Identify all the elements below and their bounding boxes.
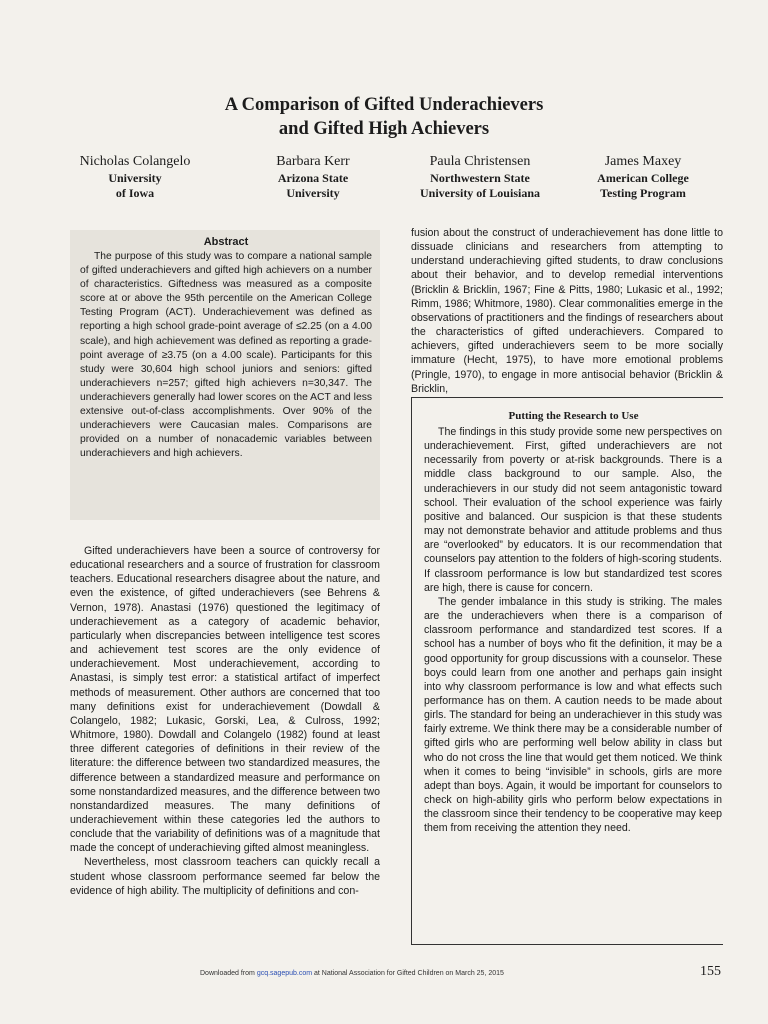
title-line-1: A Comparison of Gifted Underachievers	[224, 95, 544, 115]
author-name: Nicholas Colangelo	[79, 154, 191, 169]
author-affiliation: Arizona State	[277, 171, 349, 185]
paper-title	[0, 93, 768, 141]
author-affiliation: Northwestern State	[430, 171, 530, 185]
author-name: James Maxey	[604, 154, 682, 169]
footer-link[interactable]: gcq.sagepub.com	[256, 970, 313, 977]
title-line-2: and Gifted High Achievers	[278, 119, 490, 139]
download-footer	[200, 970, 504, 977]
body-paragraph: fusion about the construct of underachievement has done little to dissuade clinicians and researchers from attempting to understand underachieving gifted students, to draw conclusions about their behavior, and to develop remedial interventions (Bricklin & Bricklin, 1967; Fine & Pitts, 1980; Lukasic et al., 1992; Rimm, 1986; Whitmore, 1980). Clear commonalities emerge in the observations of practitioners and the findings of researchers about the characteristics of gifted underachievers. Compared to achievers, gifted underachievers seem to be more socially immature (Hecht, 1975), to have more emotional problems (Pringle, 1970), to engage in more antisocial behavior (Bricklin & Bricklin,	[411, 227, 723, 395]
author-1	[70, 154, 200, 201]
box-paragraph: The findings in this study provide some new perspectives on underachievement. First, gifted underachievers are not necessarily from poverty or at-risk backgrounds. There is a middle class background to our sample. Also, the underachievers in our study did not seem antagonistic toward school. Their evaluation of the school experience was fairly positive and balanced. Our suspicion is that these students may not demonstrate behavior and attitude problems and thus are “overlooked” by educators. It is our recommendation that counselors pay attention to the folders of high-scoring students. If classroom performance is low but standardized test scores are high, there is cause for concern.	[424, 426, 722, 594]
page-number: 155	[700, 964, 721, 979]
body-paragraph: Nevertheless, most classroom teachers can quickly recall a student whose classroom performance seemed far below the evidence of high ability. The multiplicity of definitions and con-	[70, 856, 380, 897]
abstract-heading: Abstract	[203, 236, 249, 248]
right-column-body	[411, 226, 723, 396]
author-3	[405, 154, 555, 201]
author-affiliation: Testing Program	[600, 186, 686, 200]
author-4	[573, 154, 713, 201]
author-name: Paula Christensen	[429, 154, 531, 169]
box-heading: Putting the Research to Use	[508, 410, 639, 422]
author-affiliation: University of Louisiana	[419, 186, 540, 200]
box-body	[424, 425, 722, 836]
body-paragraph: Gifted underachievers have been a source of controversy for educational researchers and a source of frustration for classroom teachers. Educational researchers disagree about the nature, and even the existence, of gifted underachievers (see Behrens & Vernon, 1978). Anastasi (1976) questioned the legitimacy of underachievement as a category of academic behavior, particularly when discrepancies between intelligence test scores and achievement test scores are the only evidence of underachievement. Most underachievement, according to Anastasi, is simply test error: a statistical artifact of imperfect methods of measurement. Other authors are concerned that too many definitions exist for underachievement (Dowdall & Colangelo, 1982; Lukasic, Gorski, Lea, & Culross, 1992; Whitmore, 1980). Dowdall and Colangelo (1982) found at least three different categories of definitions in their review of the literature: the difference between two standardized measures, the difference between a standardized measure and performance on some nonstandardized measures, and the difference between two nonstandardized measures. The many definitions of underachievement within these categories led the authors to conclude that the variability of definitions was of a magnitude that made the concept of underachieving gifted almost meaningless.	[70, 545, 380, 855]
abstract-box	[70, 230, 380, 520]
footer-suffix: at National Association for Gifted Children on March 25, 2015	[312, 970, 504, 977]
research-to-use-box	[411, 397, 723, 945]
author-name: Barbara Kerr	[276, 154, 350, 169]
left-column-body	[70, 544, 380, 898]
author-affiliation: University	[286, 186, 340, 200]
author-affiliation: of Iowa	[115, 186, 155, 200]
box-paragraph: The gender imbalance in this study is striking. The males are the underachievers when there is a comparison of classroom performance and standardized test scores. If a school has a number of boys who fit the definition, it may be a good opportunity for group discussions with a counselor. These boys could learn from one another and perhaps gain insight into why classroom performance is low and what effects such performance has on them. A caution needs to be made about girls. The standard for being an underachiever in this study was fairly extreme. We think there may be a considerable number of gifted girls who are performing well below ability in class but who do not cross the line that would get them noticed. We think when it comes to being “invisible” in schools, girls are more adept than boys. Again, it would be important for counselors to check on high-ability girls who perform below expectations in the classroom since their tendency to be cooperative may keep them from receiving the attention they need.	[424, 595, 722, 835]
footer-prefix: Downloaded from	[200, 970, 257, 977]
author-affiliation: University	[108, 171, 162, 185]
author-2	[248, 154, 378, 201]
abstract-text: The purpose of this study was to compare a national sample of gifted underachievers and gifted high achievers on a number of characteristics. Giftedness was measured as a composite score at or above the 95th percentile on the American College Testing Program (ACT). Underachievement was defined as reporting a high school grade-point average of ≤2.25 (on a 4.00 scale), and high achievement was defined as reporting a grade-point average of ≥3.75 (on a 4.00 scale). Participants for this study were 30,604 high school juniors and seniors: gifted underachievers n=257; gifted high achievers n=30,347. The underachievers generally had lower scores on the ACT and less extensive out-of-class accomplishments. Over 90% of the underachievers were Caucasian males. Comparisons are provided on a number of nonacademic variables between underachievers and high achievers.	[80, 251, 372, 460]
author-affiliation: American College	[597, 171, 689, 185]
